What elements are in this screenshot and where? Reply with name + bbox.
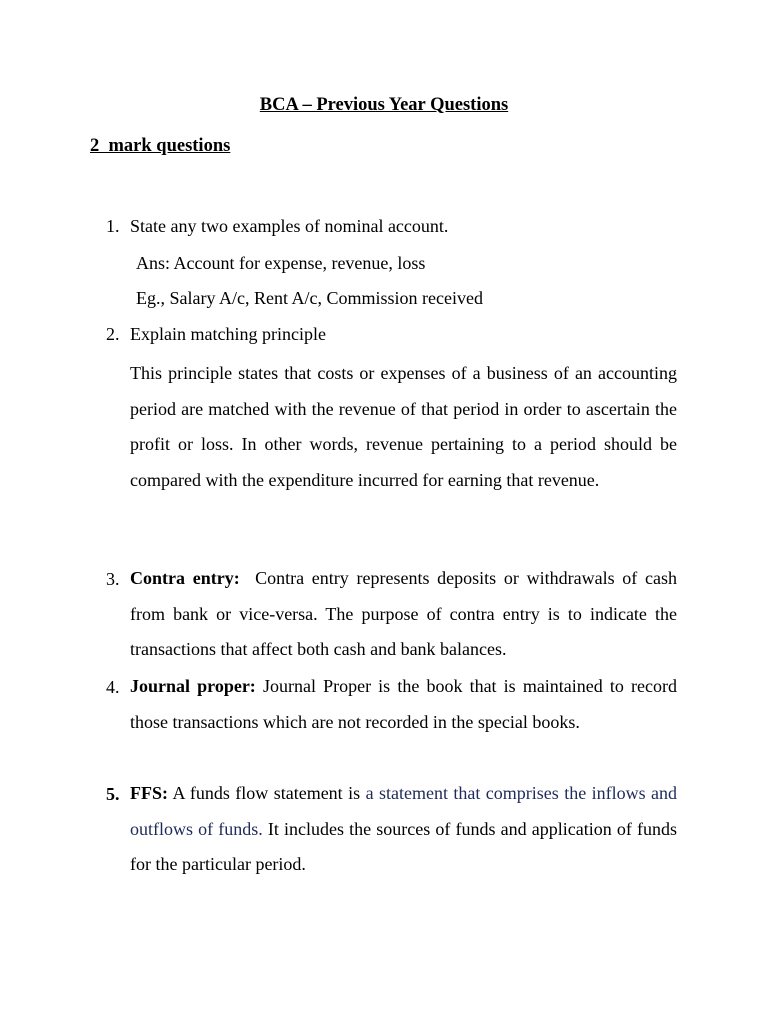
answer-line: Eg., Salary A/c, Rent A/c, Commission received <box>136 288 483 308</box>
definition-paragraph <box>130 776 677 883</box>
question-number: 1. <box>106 216 120 236</box>
question-number: 4. <box>106 677 120 697</box>
section-heading: 2 mark questions <box>90 136 231 156</box>
definition-paragraph <box>130 561 677 668</box>
question-text: Explain matching principle <box>130 324 326 344</box>
term-label: Contra entry: <box>130 568 240 588</box>
question-number: 3. <box>106 569 120 589</box>
definition-text: It includes the sources of funds and application of funds for the particular period. <box>130 818 678 875</box>
highlighted-text: a statement that comprises the inflows and outflows of funds. <box>130 783 678 839</box>
question-number: 5. <box>106 784 120 804</box>
answer-line: Ans: Account for expense, revenue, loss <box>136 253 426 273</box>
term-label: FFS: <box>130 783 168 803</box>
definition-text: A funds flow statement is <box>172 783 361 803</box>
question-number: 2. <box>106 324 120 344</box>
answer-paragraph: This principle states that costs or expenses of a business of an accounting period are matched with the revenue of that period in order to ascertain the profit or loss. In other words, revenue pertaining to a period should be compared with the expenditure incurred for earning that revenue. <box>130 363 677 491</box>
question-text: State any two examples of nominal account. <box>130 216 449 236</box>
definition-text: Contra entry represents deposits or withdrawals of cash from bank or vice-versa. The purpose of contra entry is to indicate the transactions that affect both cash and bank balances. <box>130 568 677 660</box>
definition-text: Journal Proper is the book that is maintained to record those transactions which are not recorded in the special books. <box>130 676 678 732</box>
definition-paragraph <box>130 669 677 740</box>
term-label: Journal proper: <box>130 676 256 696</box>
document-title: BCA – Previous Year Questions <box>259 95 509 115</box>
